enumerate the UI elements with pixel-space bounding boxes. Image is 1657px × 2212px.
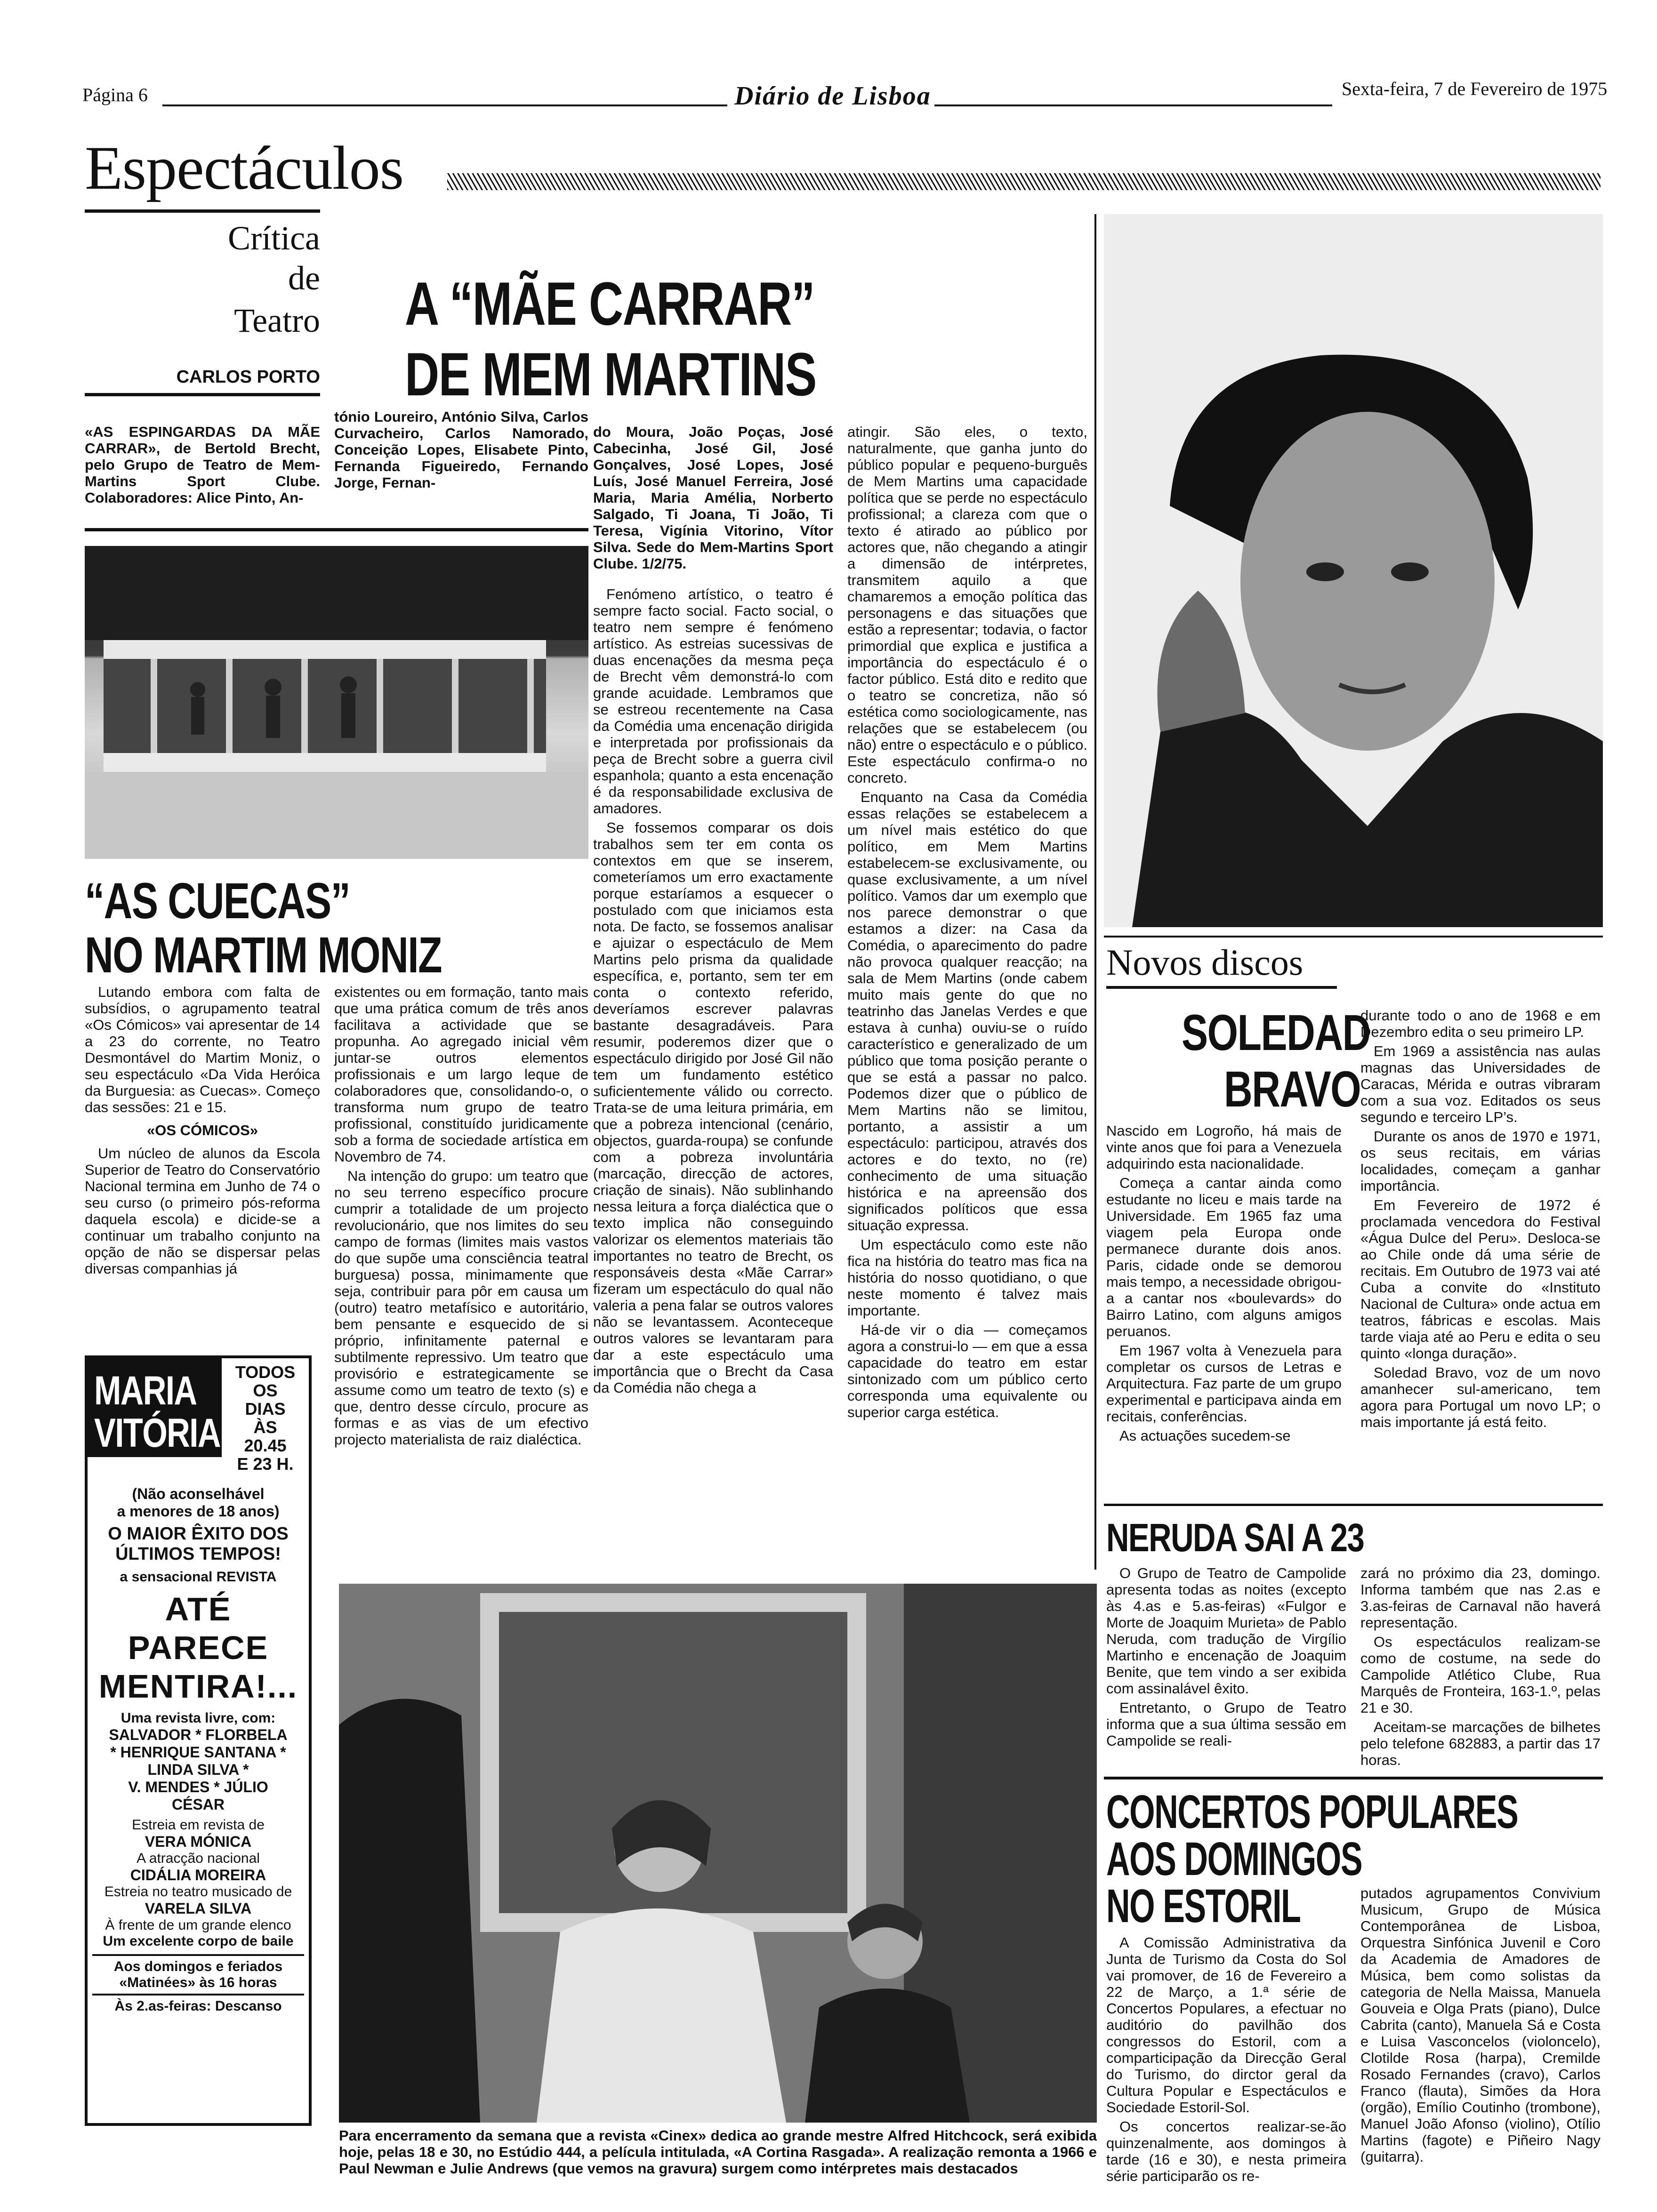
discos-col2: [1360, 1007, 1601, 1433]
section-hatch-bar: [447, 173, 1601, 190]
ad-age1: (Não aconselhável: [132, 1485, 265, 1502]
portrait-illustration: [1104, 214, 1603, 927]
kicker-critica: Crítica: [228, 219, 320, 257]
neruda-top-rule: [1104, 1504, 1603, 1506]
discos-p9: Soledad Bravo, voz de um novo amanhecer sul-americano, tem agora para Portugal um novo LP; o mais importante já está feito.: [1360, 1364, 1601, 1430]
cuecas-headline-line2: NO MARTIM MONIZ: [85, 926, 442, 983]
neruda-col2: [1360, 1565, 1601, 1771]
ad-divider-1: [92, 1954, 304, 1956]
ad-body: [92, 1485, 304, 2014]
main-col4-p1: atingir. São eles, o texto, naturalmente, que ganha junto do público popular e pequeno-burguês de Mem Martins uma capacidade política que se perde no espectáculo profissional; a clareza com que o texto é atirado ao público por actores que, não chegando a atingir a dimensão de intérpretes, transmitem aquilo a que chamaremos a emoção política das personagens e das situações que estão a representar; todavia, o factor primordial que explica e justifica a importância do espectáculo é o factor público. Está dito e redito que o teatro se concretiza, não só estética como sociologicamente, nas relações que se estabelecem (ou não) entre o espectáculo e o público. Este espectáculo confirma-o no concreto.: [847, 424, 1087, 786]
main-headline-line1: A “MÃE CARRAR”: [405, 269, 815, 338]
ad-sensacional: a sensacional REVISTA: [120, 1569, 277, 1585]
main-col3-p2: Se fossemos comparar os dois trabalhos sem ter em conta os contextos em que se inserem, cometeríamos um erro exactamente porque estaríamos a esquecer o postulado com que iniciamos esta nota. De facto, se fossemos analisar e ajuizar o espectáculo de Mem Martins pelo prisma da qualidade específica, e, portanto, sem ter em conta o contexto referido, deveríamos escrever palavras bastante desagradáveis. Para resumir, poderemos dizer que o espectáculo dirigido por José Gil não tem um fundamento estético suficientemente válido ou correcto. Trata-se de uma leitura primária, em que a pobreza intencional (cenário, objectos, guarda-roupa) se confunde com a pobreza involuntária (marcação, direcção de actores, criação de sinais). Não sublinhando nessa leitura a força dialéctica que o texto implica não conseguindo valorizar os elementos materiais tão importantes no teatro de Brecht, os responsáveis desta «Mãe Carrar» fizeram um espectáculo do qual não valeria a pena falar se outros valores não se levantassem. Aconteceque outros valores se levantaram para dar a este espectáculo uma importância que o Brecht da Casa da Comédia não chega a: [593, 819, 833, 1396]
cuecas-col2: [334, 984, 588, 1451]
credits-col3: do Moura, João Poças, José Cabecinha, José Gil, José Gonçalves, José Lopes, José Luís, José Manuel Ferreira, José Maria, Maria Amélia, Norberto Salgado, Ti Joana, Ti João, Ti Teresa, Vigínia Vitorino, Vítor Silva. Sede do Mem-Martins Sport Clube. 1/2/75.: [593, 424, 833, 572]
ad-line5: Estreia no teatro musicado de: [104, 1884, 292, 1899]
concertos-p3: putados agrupamentos Convivium Musicum, Grupo de Música Contemporânea de Lisboa, Orquestra Sinfónica Juvenil e Coro da Academia de Amadores de Música, bem como solistas da categoria de Nella Maissa, Manuela Gouveia e Olga Prats (piano), Dulce Cabrita (canto), Manuela Sá e Costa e Luisa Vasconcelos (violoncelo), Clotilde Rosa (harpa), Cremilde Rosado Fernandes (cravo), Carlos Franco (flauta), Simões da Hora (orgão), Emílio Coutinho (trombone), Manuel João Afonso (violino), Otílio Martins (fagote) e Piñeiro Nagy (guitarra).: [1360, 1885, 1601, 2165]
neruda-p2: Entretanto, o Grupo de Teatro informa que a sua última sessão em Campolide se reali-: [1106, 1699, 1346, 1749]
cuecas-p1: Lutando embora com falta de subsídios, o agrupamento teatral «Os Cómicos» vai apresentar de 14 a 23 do corrente, no Teatro Desmontável do Martim Moniz, o seu espectáculo «Da Vida Heróica da Burguesia: as Cuecas». Começo das sessões: 21 e 15.: [85, 984, 320, 1115]
concertos-col1: [1106, 1934, 1346, 2187]
column-divider: [1094, 214, 1096, 1570]
page-number: Página 6: [82, 84, 148, 105]
ad-theatre-name: MARIA VITÓRIA: [94, 1368, 220, 1456]
ad-line8: Um excelente corpo de baile: [103, 1933, 294, 1949]
neruda-p5: Aceitam-se marcações de bilhetes pelo telefone 682883, a partir das 17 horas.: [1360, 1719, 1601, 1768]
film-still-illustration: [339, 1584, 1097, 2123]
discos-p6: Em 1969 a assistência nas aulas magnas das Universidades de Caracas, Mérida e outras vibraram com a sua voz. Editados os seus segundo e terceiro LP’s.: [1360, 1043, 1601, 1125]
stage-photo: [85, 546, 588, 859]
ad-line4: CIDÁLIA MOREIRA: [130, 1867, 266, 1883]
neruda-headline: NERUDA SAI A 23: [1106, 1515, 1364, 1560]
portrait-photo: [1104, 214, 1603, 927]
credits-col1: «AS ESPINGARDAS DA MÃE CARRAR», de Bertold Brecht, pelo Grupo de Teatro de Mem-Martins Sport Clube. Colaboradores: Alice Pinto, An-: [85, 424, 320, 506]
cuecas-headline-line1: “AS CUECAS”: [85, 872, 350, 929]
article-author: CARLOS PORTO: [176, 367, 320, 387]
cuecas-p3: existentes ou em formação, tanto mais que uma prática comum de três anos facilitava a actividade que se propunha. Ao agregado inicial vêm juntar-se outros elementos profissionais e um largo leque de colaboradores que, consolidando-o, o transforma num grupo de teatro profissional, constituído juridicamente sob a forma de sociedade artística em Novembro de 74.: [334, 984, 588, 1165]
ad-times-l4: ÀS: [253, 1418, 277, 1437]
ad-times-l2: OS: [253, 1381, 278, 1400]
ad-cast-intro: Uma revista livre, com:: [121, 1710, 276, 1726]
ad-times: [224, 1363, 306, 1473]
neruda-p4: Os espectáculos realizam-se como de costume, na sede do Campolide Atlético Clube, Rua Marquês de Fronteira, 163-1.º, pelas 21 e 30.: [1360, 1634, 1601, 1716]
ad-show-line1: ATÉ PARECE: [128, 1591, 269, 1666]
concertos-col2: [1360, 1885, 1601, 2168]
kicker-teatro: Teatro: [234, 302, 320, 339]
concertos-top-rule: [1104, 1777, 1603, 1779]
ad-line2: VERA MÓNICA: [145, 1833, 252, 1850]
ad-times-l1: TODOS: [235, 1362, 296, 1382]
main-col4-p3: Um espectáculo como este não fica na história do teatro mas fica na história do nosso quotidiano, o que neste momento é talvez mais importante.: [847, 1236, 1087, 1319]
ad-cast3: V. MENDES * JÚLIO: [128, 1779, 268, 1795]
ad-show-line2: MENTIRA!...: [98, 1668, 298, 1705]
header-rule-right: [934, 104, 1332, 106]
discos-name-line2: BRAVO: [1224, 1060, 1361, 1117]
discos-p5: durante todo o ano de 1968 e em Dezembro edita o seu primeiro LP.: [1360, 1007, 1601, 1040]
concertos-p1: A Comissão Administrativa da Junta de Turismo da Costa do Sol vai promover, de 16 de Fevereiro a 22 de Março, a 1.ª série de Concertos Populares, a efectuar no auditório do pavilhão dos congressos do Estoril, com a comparticipação da Direcção Geral do Turismo, do dirctor geral da Cultura Popular e Espectáculos e Sociedade Estoril-Sol.: [1106, 1934, 1346, 2116]
photo-top-rule: [85, 528, 588, 531]
concertos-headline-line2: AOS DOMINGOS: [1106, 1833, 1362, 1885]
ad-success1: O MAIOR ÊXITO DOS: [108, 1524, 289, 1544]
ad-line7: À frente de um grande elenco: [105, 1917, 291, 1933]
discos-p8: Em Fevereiro de 1972 é proclamada vencedora do Festival «Água Dulce del Peru». Desloca-se ao Chile onde dá uma série de recitais. Em Outubro de 1973 vai até Cuba a convite do «Instituto Nacional de Cultura» onde actua em teatros, fábricas e escolas. Mais tarde viaja até ao Peru e edita o seu quinto «longa duração».: [1360, 1197, 1601, 1362]
ad-cast4: CÉSAR: [171, 1796, 225, 1813]
discos-p3: Em 1967 volta à Venezuela para completar os cursos de Letras e Arquitectura. Faz parte de um grupo experimental e participava ainda em recitais, conferências.: [1106, 1342, 1342, 1425]
neruda-p1: O Grupo de Teatro de Campolide apresenta todas as noites (excepto às 4.as e 5.as-feiras) «Fulgor e Morte de Joaquim Murieta» de Pablo Neruda, com tradução de Virgílio Martinho e encenação de Joaquim Benite, que tem vindo a ser exibida com assinalável êxito.: [1106, 1565, 1346, 1697]
ad-line6: VARELA SILVA: [145, 1900, 252, 1917]
header-rule-left: [162, 104, 727, 106]
film-still-photo: [339, 1584, 1097, 2123]
stage-scene-illustration: [85, 546, 588, 859]
ad-cast1: SALVADOR * FLORBELA: [109, 1726, 288, 1743]
issue-date: Sexta-feira, 7 de Fevereiro de 1975: [1342, 78, 1608, 99]
ad-age2: a menores de 18 anos): [117, 1503, 280, 1520]
main-col3: [593, 424, 833, 1399]
neruda-col1: [1106, 1565, 1346, 1752]
concertos-headline-line1: CONCERTOS POPULARES: [1106, 1786, 1518, 1838]
concertos-p2: Os concertos realizar-se-ão quinzenalmente, aos domingos à tarde (16 e 30), e nesta primeira série participarão os re-: [1106, 2118, 1346, 2184]
discos-section-title: Novos discos: [1106, 942, 1303, 983]
cuecas-subhead: «OS CÓMICOS»: [147, 1122, 258, 1138]
film-caption: Para encerramento da semana que a revista «Cinex» dedica ao grande mestre Alfred Hitchcock, será exibida hoje, pelas 18 e 30, no Estúdio 444, a película intitulada, «A Cortina Rasgada». A realização remonta a 1966 e Paul Newman e Julie Andrews (que vemos na gravura) surgem como intérpretes mais destacados: [339, 2127, 1097, 2177]
ad-success2: ÚLTIMOS TEMPOS!: [115, 1544, 281, 1564]
discos-name-line1: SOLEDAD: [1182, 1004, 1370, 1061]
discos-col1: [1106, 1122, 1342, 1447]
ad-times-l6: E 23 H.: [237, 1454, 294, 1474]
discos-title-underline: [1106, 986, 1337, 989]
main-headline-line2: DE MEM MARTINS: [405, 340, 816, 409]
masthead: Diário de Lisboa: [734, 81, 931, 111]
ad-times-l3: DIAS: [245, 1399, 286, 1419]
ad-cast2: * HENRIQUE SANTANA * LINDA SILVA *: [110, 1744, 286, 1778]
kicker-de: de: [288, 259, 320, 297]
main-col4-p2: Enquanto na Casa da Comédia essas relações se estabelecem a um nível mais estético do que político, em Mem Martins estabelecem-se exclusivamente, ou quase exclusivamente, a um nível político. Vamos dar um exemplo que nos parece demonstrar o que estamos a dizer: na Casa da Comédia, o aparecimento do padre não provoca qualquer reacção; na sala de Mem Martins (onde cabem muito mais gente do que no teatrinho das Janelas Verdes e que estava à cunha) ouviu-se o ruído característico e generalizado de um público que toma posição perante o que se está a passar no palco. Podemos dizer que o público de Mem Martins não se limitou, portanto, a assistir a um espectáculo: participou, através dos actores e do texto, no (re) conhecimento de uma situação histórica e na apreensão dos significados políticos que essa situação expressa.: [847, 789, 1087, 1234]
cuecas-col1: [85, 984, 320, 1280]
discos-p7: Durante os anos de 1970 e 1971, os seus recitais, em várias localidades, começam a ganhar importância.: [1360, 1128, 1601, 1194]
cuecas-p4: Na intenção do grupo: um teatro que no seu terreno específico procure cumprir a totalidade de um projecto revolucionário, que nos limites do seu campo de formas (limites mais vastos do que supõe uma consciência teatral burguesa) possa, minimamente que seja, contribuir para pôr em causa um (outro) teatro metafísico e autoritário, bem pensante e esquecido de si próprio, infinitamente paternal e subtilmente repressivo. Um teatro que provisório e estrategicamente se assume como um teatro de texto (s) e que, dentro desse círculo, procure as formas e as vias de um efectivo projecto materialista de raiz dialéctica.: [334, 1168, 588, 1448]
main-col4: [847, 424, 1087, 1423]
credits-col2: tónio Loureiro, António Silva, Carlos Curvacheiro, Carlos Namorado, Conceição Lopes, Elisabete Pinto, Fernanda Figueiredo, Fernando Jorge, Fernan-: [334, 409, 588, 491]
ad-line1: Estreia em revista de: [132, 1817, 265, 1833]
concertos-headline-line3: NO ESTORIL: [1106, 1880, 1301, 1932]
ad-divider-2: [92, 1994, 304, 1996]
section-underline: [85, 209, 320, 213]
discos-top-rule: [1104, 936, 1603, 938]
discos-p4: As actuações sucedem-se: [1119, 1427, 1291, 1444]
ad-line3: A atracção nacional: [137, 1851, 260, 1866]
cuecas-p2: Um núcleo de alunos da Escola Superior de Teatro do Conservatório Nacional termina em Junho de 74 o seu curso (o primeiro pós-reforma daquela escola) e dicide-se a continuar um trabalho conjunto na opção de não se dispersar pelas diversas companhias já: [85, 1145, 320, 1277]
main-col4-p4: Há-de vir o dia — começamos agora a construi-lo — em que a essa capacidade do teatro em estar sintonizado com um público certo corresponda uma equivalente ou superior carga estética.: [847, 1322, 1087, 1420]
main-col3-p1: Fenómeno artístico, o teatro é sempre facto social. Facto social, o teatro nem sempre é fenómeno artístico. As estreias sucessivas de duas encenações da mesma peça de Brecht vêm demonstrá-lo com grande acuidade. Lembramos que se estreou recentemente na Casa da Comédia uma encenação dirigida e interpretada por profissionais da peça de Brecht sobre a guerra civil espanhola; quanto a esta encenação é da responsabilidade exclusiva de amadores.: [593, 586, 833, 817]
discos-p1: Nascido em Logroño, há mais de vinte anos que foi para a Venezuela adquirindo esta nacionalidade.: [1106, 1122, 1342, 1172]
ad-times-l5: 20.45: [244, 1436, 287, 1455]
section-title: Espectáculos: [85, 133, 404, 202]
neruda-p3: zará no próximo dia 23, domingo. Informa também que nas 2.as e 3.as-feiras de Carnaval não haverá representação.: [1360, 1565, 1601, 1631]
discos-p2: Começa a cantar ainda como estudante no liceu e mais tarde na Universidade. Em 1965 faz uma viagem pela Europa onde permanece durante dois anos. Paris, cidade onde se demorou mais tempo, a necessidade obrigou-a a cantar nos «boulevards» do Bairro Latino, com alguns amigos peruanos.: [1106, 1175, 1342, 1339]
ad-line10: Às 2.as-feiras: Descanso: [114, 1998, 282, 2014]
kicker-underline: [85, 393, 320, 396]
ad-line9: Aos domingos e feriados «Matinées» às 16 horas: [113, 1959, 283, 1990]
maria-vitoria-ad: [85, 1355, 312, 2126]
